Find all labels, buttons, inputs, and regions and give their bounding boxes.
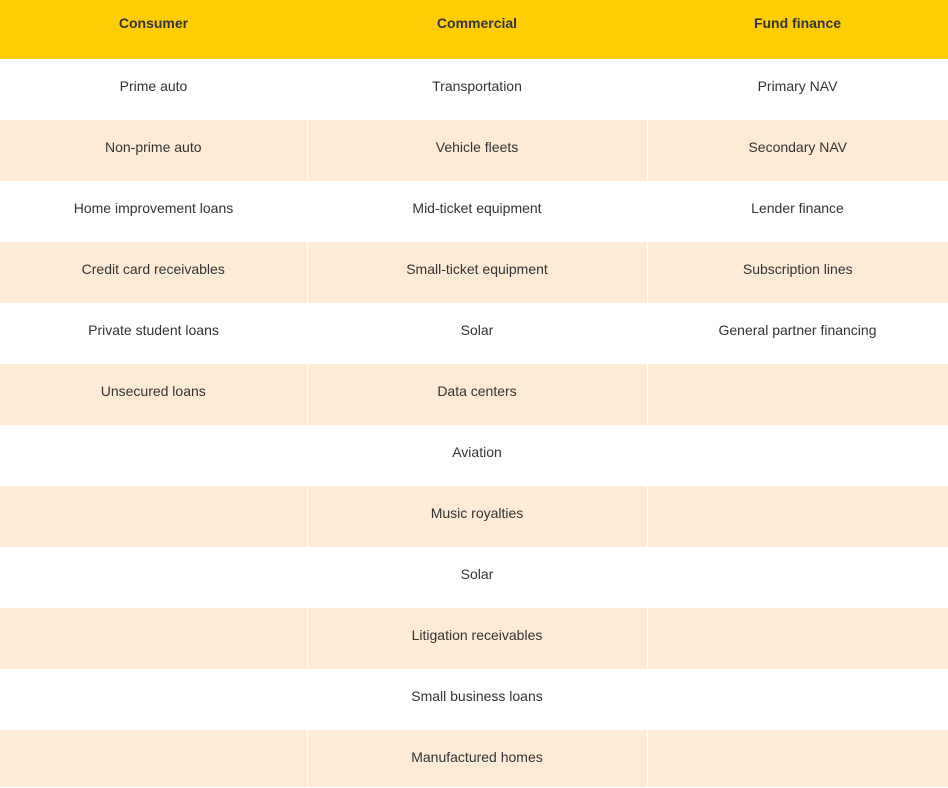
header-row: [0, 0, 948, 59]
cell-consumer: [0, 669, 307, 730]
cell-consumer: Private student loans: [88, 322, 219, 338]
table-row: [0, 120, 948, 181]
cell-consumer: Home improvement loans: [73, 200, 234, 216]
cell-fund-finance: Subscription lines: [742, 261, 853, 277]
table-row: [0, 59, 948, 120]
cell-commercial: Mid-ticket equipment: [412, 200, 542, 216]
table-row: [0, 364, 948, 425]
cell-consumer: [0, 547, 307, 608]
header-fund-finance: Fund finance: [753, 15, 842, 31]
cell-commercial: Data centers: [307, 364, 647, 425]
cell-commercial: Small-ticket equipment: [307, 242, 647, 303]
cell-commercial: Litigation receivables: [307, 608, 647, 669]
table-row: [0, 181, 948, 242]
cell-fund-finance: [647, 486, 948, 547]
cell-commercial: Aviation: [452, 444, 502, 460]
table-row: [0, 486, 948, 547]
cell-commercial: Small business loans: [411, 688, 543, 704]
cell-consumer: [0, 486, 307, 547]
table-row: [0, 608, 948, 669]
table-row: [0, 547, 948, 608]
cell-commercial: Solar: [460, 322, 494, 338]
cell-commercial: Music royalties: [307, 486, 647, 547]
cell-fund-finance: Primary NAV: [757, 78, 838, 94]
header-consumer: Consumer: [118, 15, 189, 31]
cell-commercial: Manufactured homes: [307, 730, 647, 787]
table-row: [0, 730, 948, 787]
table-row: [0, 303, 948, 364]
cell-consumer: Non-prime auto: [105, 139, 202, 155]
cell-fund-finance: General partner financing: [718, 322, 877, 338]
cell-consumer: Unsecured loans: [100, 383, 206, 399]
cell-fund-finance: Secondary NAV: [748, 139, 848, 155]
cell-commercial: Vehicle fleets: [307, 120, 647, 181]
cell-fund-finance: [647, 608, 948, 669]
cell-fund-finance: [647, 364, 948, 425]
cell-consumer: [0, 608, 307, 669]
table-body: [0, 59, 948, 787]
cell-commercial: Transportation: [432, 78, 522, 94]
cell-fund-finance: [647, 669, 948, 730]
header-commercial: Commercial: [436, 15, 518, 31]
table-row: [0, 425, 948, 486]
table-header: [0, 0, 948, 59]
table-row: [0, 669, 948, 730]
cell-commercial: Solar: [460, 566, 494, 582]
cell-fund-finance: [647, 547, 948, 608]
cell-consumer: [0, 730, 307, 787]
cell-fund-finance: Lender finance: [751, 200, 844, 216]
cell-fund-finance: [647, 425, 948, 486]
cell-consumer: Credit card receivables: [81, 261, 225, 277]
table-row: [0, 242, 948, 303]
cell-consumer: [0, 425, 307, 486]
cell-consumer: Prime auto: [119, 78, 188, 94]
cell-fund-finance: [647, 730, 948, 787]
